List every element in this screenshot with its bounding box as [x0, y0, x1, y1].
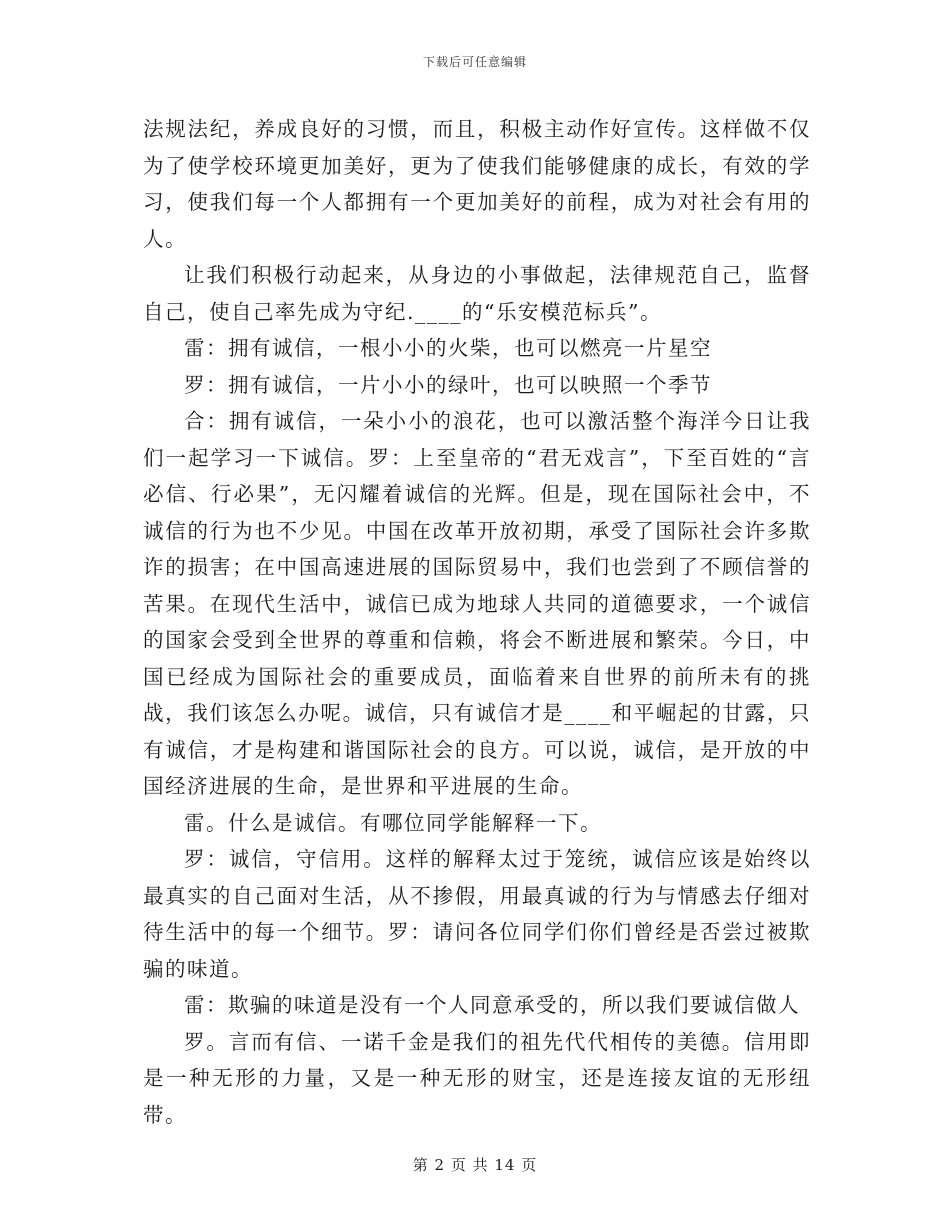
paragraph: 合：拥有诚信，一朵小小的浪花，也可以激活整个海洋今日让我们一起学习一下诚信。罗：上至皇帝的“君无戏言”，下至百姓的“言必信、行必果”，无闪耀着诚信的光辉。但是，现在国际社会中，不诚信的行为也不少见。中国在改革开放初期，承受了国际社会许多欺诈的损害；在中国高速进展的国际贸易中，我们也尝到了不顾信誉的苦果。在现代生活中，诚信已成为地球人共同的道德要求，一个诚信的国家会受到全世界的尊重和信赖，将会不断进展和繁荣。今日，中国已经成为国际社会的重要成员，面临着来自世界的前所未有的挑战，我们该怎么办呢。诚信，只有诚信才是____和平崛起的甘露，只有诚信，才是构建和谐国际社会的良方。可以说，诚信，是开放的中国经济进展的生命，是世界和平进展的生命。: [143, 409, 811, 798]
download-edit-note: 下载后可任意编辑: [422, 55, 527, 69]
paragraph: 让我们积极行动起来，从身边的小事做起，法律规范自己，监督自己，使自己率先成为守纪.____的“乐安模范标兵”。: [143, 263, 811, 324]
paragraph: 雷：欺骗的味道是没有一个人同意承受的，所以我们要诚信做人: [184, 993, 800, 1017]
paragraph: 法规法纪，养成良好的习惯，而且，积极主动作好宣传。这样做不仅为了使学校环境更加美好，更为了使我们能够健康的成长，有效的学习，使我们每一个人都拥有一个更加美好的前程，成为对社会有用的人。: [143, 117, 811, 251]
paragraph: 罗：诚信，守信用。这样的解释太过于笼统，诚信应该是始终以最真实的自己面对生活，从不掺假，用最真诚的行为与情感去仔细对待生活中的每一个细节。罗：请问各位同学们你们曾经是否尝过被欺骗的味道。: [143, 847, 811, 981]
page-number: 第 2 页 共 14 页: [412, 1156, 538, 1174]
paragraph: 雷：拥有诚信，一根小小的火柴，也可以燃亮一片星空: [184, 336, 712, 360]
document-body: [143, 111, 811, 1133]
paragraph: 雷。什么是诚信。有哪位同学能解释一下。: [184, 810, 602, 835]
paragraph: 罗：拥有诚信，一片小小的绿叶，也可以映照一个季节: [184, 372, 712, 397]
paragraph: 罗。言而有信、一诺千金是我们的祖先代代相传的美德。信用即是一种无形的力量，又是一种无形的财宝，还是连接友谊的无形纽带。: [143, 1029, 811, 1127]
